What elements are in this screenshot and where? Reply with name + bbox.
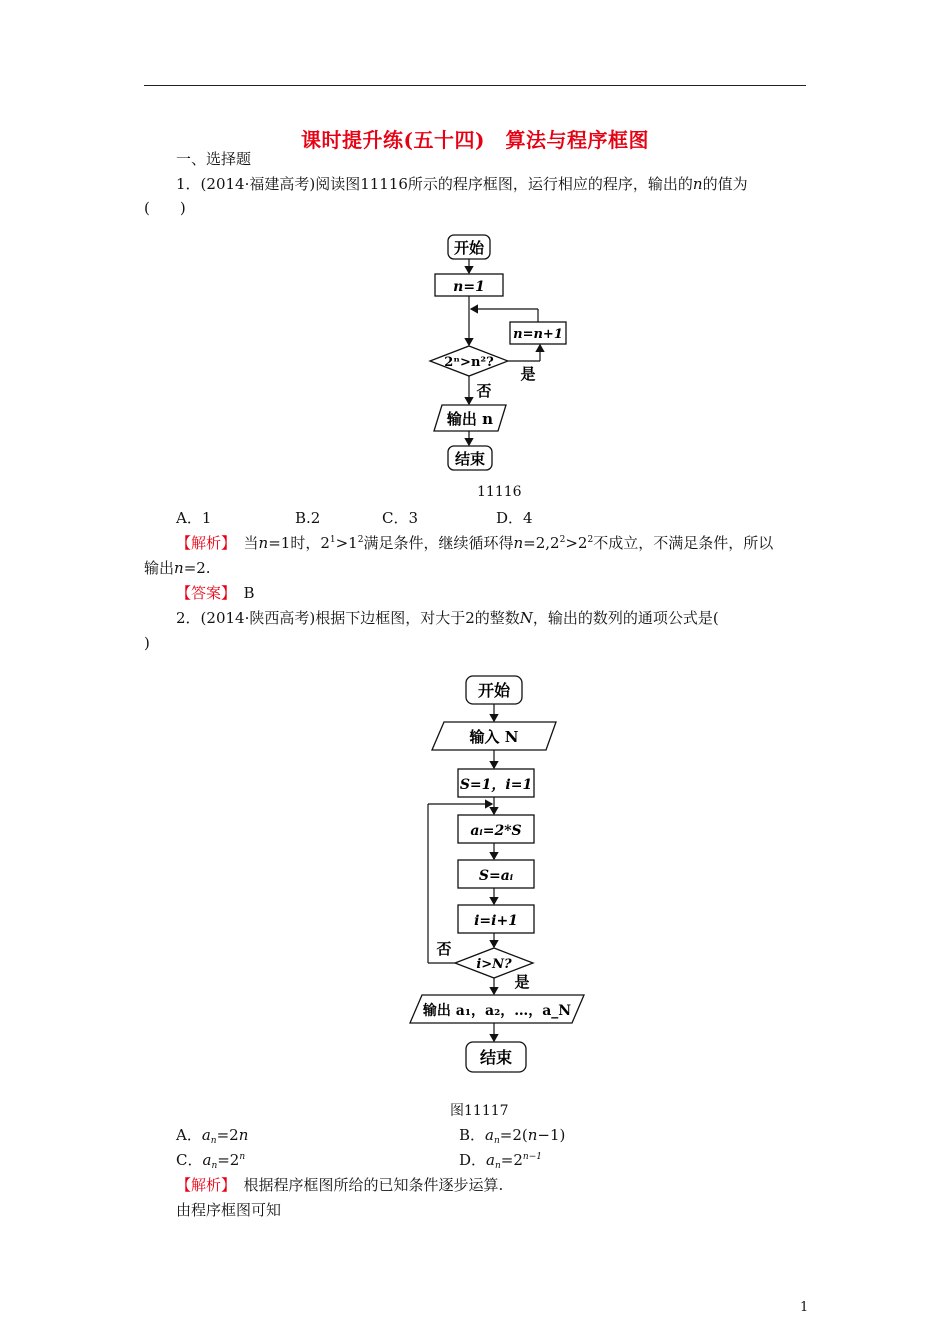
q2-stem: 2．(2014·陕西高考)根据下边框图，对大于2的整数N，输出的数列的通项公式是(: [176, 609, 719, 627]
q2-analysis: 【解析】 根据程序框图所给的已知条件逐步运算.: [176, 1176, 504, 1194]
q1-option-d: D．4: [496, 509, 533, 527]
q1-option-b: B.2: [295, 509, 321, 527]
header-rule: [144, 85, 806, 86]
q1-init-label: n=1: [453, 279, 485, 295]
q2-assign-a-label: aᵢ=2*S: [470, 823, 522, 839]
q2-input-label: 输入 N: [469, 728, 519, 746]
q1-end-label: 结束: [454, 450, 486, 468]
q1-stem: 1．(2014·福建高考)阅读图11116所示的程序框图，运行相应的程序，输出的n的值为: [176, 175, 748, 193]
q2-option-a: A．$a_n=2n$: [176, 1126, 249, 1146]
q2-init-label: S=1，i=1: [459, 777, 533, 793]
q1-paren: ( ): [144, 199, 186, 217]
q2-option-c: C．$a_n=2^n$: [176, 1151, 246, 1171]
q1-answer: [176, 583, 255, 603]
q2-analysis-tag: 【解析】: [176, 1176, 229, 1194]
q1-figure-caption: 11116: [477, 484, 522, 500]
q2-increment-label: i=i+1: [474, 913, 518, 929]
q1-option-a: A．1: [176, 509, 212, 527]
q1-answer-value: B: [243, 584, 255, 602]
q2-figure-caption: 图11117: [450, 1103, 509, 1119]
q1-analysis-tag: 【解析】: [176, 534, 229, 552]
q1-increment-label: n=n+1: [513, 327, 563, 342]
q1-yes-label: 是: [520, 365, 536, 383]
q2-output-label: 输出 a₁，a₂，…，a_N: [422, 1003, 572, 1019]
q1-option-c: C．3: [382, 509, 419, 527]
page-title: 课时提升练(五十四) 算法与程序框图: [301, 128, 649, 152]
q1-output-label: 输出 n: [446, 410, 494, 428]
q2-flowchart: [400, 670, 600, 1080]
q2-condition-label: i>N?: [476, 957, 512, 972]
q2-end-label: 结束: [479, 1048, 513, 1067]
q2-yes-label: 是: [514, 973, 530, 991]
q1-analysis-cont: 输出n=2.: [144, 559, 211, 577]
q2-no-label: 否: [436, 940, 452, 958]
q1-start-label: 开始: [453, 239, 485, 257]
section-heading: 一、选择题: [176, 150, 252, 168]
q2-option-d: D．$a_n=2^{n-1}$: [459, 1151, 542, 1171]
page-number: 1: [800, 1300, 809, 1315]
q2-analysis-cont: 由程序框图可知: [176, 1201, 282, 1219]
q2-start-label: 开始: [477, 681, 511, 700]
q1-analysis: 【解析】 当n=1时，$2^1>1^2$满足条件，继续循环得$n=2,2^2>2^2$不成立，不满足条件，所以: [176, 534, 774, 552]
q2-paren: ): [144, 634, 150, 652]
q1-flowchart: [400, 230, 600, 480]
q1-answer-tag: 【答案】: [176, 584, 229, 602]
q2-assign-s-label: S=aᵢ: [478, 868, 514, 884]
q2-option-b: B．$a_n=2(n-1)$: [459, 1126, 566, 1146]
q1-no-label: 否: [476, 382, 492, 400]
q1-condition-label: 2ⁿ>n²?: [444, 355, 494, 370]
